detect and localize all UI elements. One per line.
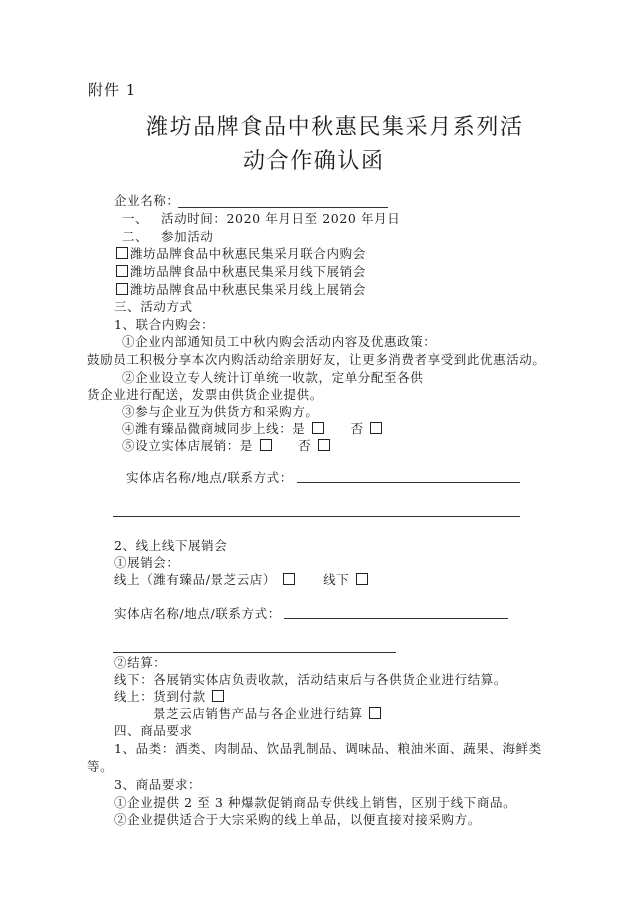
settlement-heading: ②结算： [114, 655, 167, 670]
settlement-online-2 [153, 706, 383, 722]
cod-checkbox[interactable] [212, 690, 224, 702]
section-4-heading: 四、商品要求 [114, 723, 193, 738]
yes-checkbox[interactable] [260, 439, 272, 451]
no-label: 否 [298, 438, 312, 453]
expo-heading: 2、线上线下展销会 [114, 538, 228, 553]
option-online-expo[interactable] [114, 282, 366, 298]
item-2-line2: 货企业进行配送，发票由供货企业提供。 [87, 387, 323, 402]
store-info-label: 实体店名称/地点/联系方式： [126, 470, 293, 485]
category-line2: 等。 [87, 759, 114, 774]
no-checkbox[interactable] [370, 422, 382, 434]
option-label: 潍坊品牌食品中秋惠民集采月线上展销会 [130, 282, 366, 297]
option-label: 潍坊品牌食品中秋惠民集采月联合内购会 [130, 246, 366, 261]
cloudstore-checkbox[interactable] [369, 707, 381, 719]
section-2-number: 二、 [122, 229, 149, 244]
online-checkbox[interactable] [283, 573, 295, 585]
checkbox[interactable] [116, 265, 128, 277]
expo-store-info-label: 实体店名称/地点/联系方式： [114, 606, 281, 621]
section-2-heading: 参加活动 [161, 229, 214, 244]
option-label: 潍坊品牌食品中秋惠民集采月线下展销会 [130, 264, 366, 279]
expo-store-info-field[interactable] [284, 618, 508, 619]
settlement-online [114, 689, 226, 705]
product-requirements-heading: 3、商品要求： [114, 777, 202, 792]
settlement-online-label: 线上：货到付款 [114, 689, 206, 704]
settlement-offline: 线下：各展销实体店负责收款，活动结束后与各供货企业进行结算。 [114, 672, 508, 687]
item-4-label: ④潍有臻品微商城同步上线：是 [122, 421, 306, 436]
offline-label: 线下 [323, 572, 350, 587]
no-checkbox[interactable] [318, 439, 330, 451]
document-title-line2: 动合作确认函 [243, 149, 385, 174]
joint-purchase-heading: 1、联合内购会： [114, 317, 215, 332]
item-5 [122, 438, 332, 454]
requirement-1: ①企业提供 2 至 3 种爆款促销商品专供线上销售，区别于线下商品。 [114, 795, 517, 810]
offline-checkbox[interactable] [356, 573, 368, 585]
item-4 [122, 421, 384, 437]
no-label: 否 [350, 421, 364, 436]
category-line1: 1、品类：酒类、肉制品、饮品乳制品、调味品、粮油米面、蔬果、海鲜类 [114, 741, 542, 756]
settlement-online-2-label: 景芝云店销售产品与各企业进行结算 [153, 706, 363, 721]
section-3-heading: 三、活动方式 [114, 299, 193, 314]
expo-store-info-field-line2[interactable] [113, 652, 396, 653]
document-title-line1: 潍坊品牌食品中秋惠民集采月系列活 [146, 115, 524, 140]
online-label: 线上（潍有臻品/景芝云店） [114, 572, 277, 587]
checkbox[interactable] [116, 283, 128, 295]
company-name-field[interactable] [178, 207, 388, 208]
expo-channels [114, 572, 370, 588]
item-2-line1: ②企业设立专人统计订单统一收款，定单分配至各供 [122, 370, 424, 385]
store-info-field-line2[interactable] [113, 516, 520, 517]
item-1-line1: ①企业内部通知员工中秋内购会活动内容及优惠政策： [122, 334, 437, 349]
option-joint-purchase[interactable] [114, 246, 366, 262]
store-info-field[interactable] [297, 482, 520, 483]
attachment-label: 附件 1 [88, 81, 137, 99]
section-1-activity-time: 活动时间：2020 年月日至 2020 年月日 [161, 211, 401, 226]
option-offline-expo[interactable] [114, 264, 366, 280]
item-1-line2: 鼓励员工积极分享本次内购活动给亲朋好友，让更多消费者享受到此优惠活动。 [87, 352, 546, 367]
company-name-label: 企业名称： [114, 193, 180, 208]
expo-item-1: ①展销会： [114, 555, 180, 570]
requirement-2: ②企业提供适合于大宗采购的线上单品，以便直接对接采购方。 [114, 812, 481, 827]
yes-checkbox[interactable] [312, 422, 324, 434]
item-3: ③参与企业互为供货方和采购方。 [122, 404, 319, 419]
item-5-label: ⑤设立实体店展销：是 [122, 438, 254, 453]
section-1-number: 一、 [122, 211, 149, 226]
checkbox[interactable] [116, 247, 128, 259]
